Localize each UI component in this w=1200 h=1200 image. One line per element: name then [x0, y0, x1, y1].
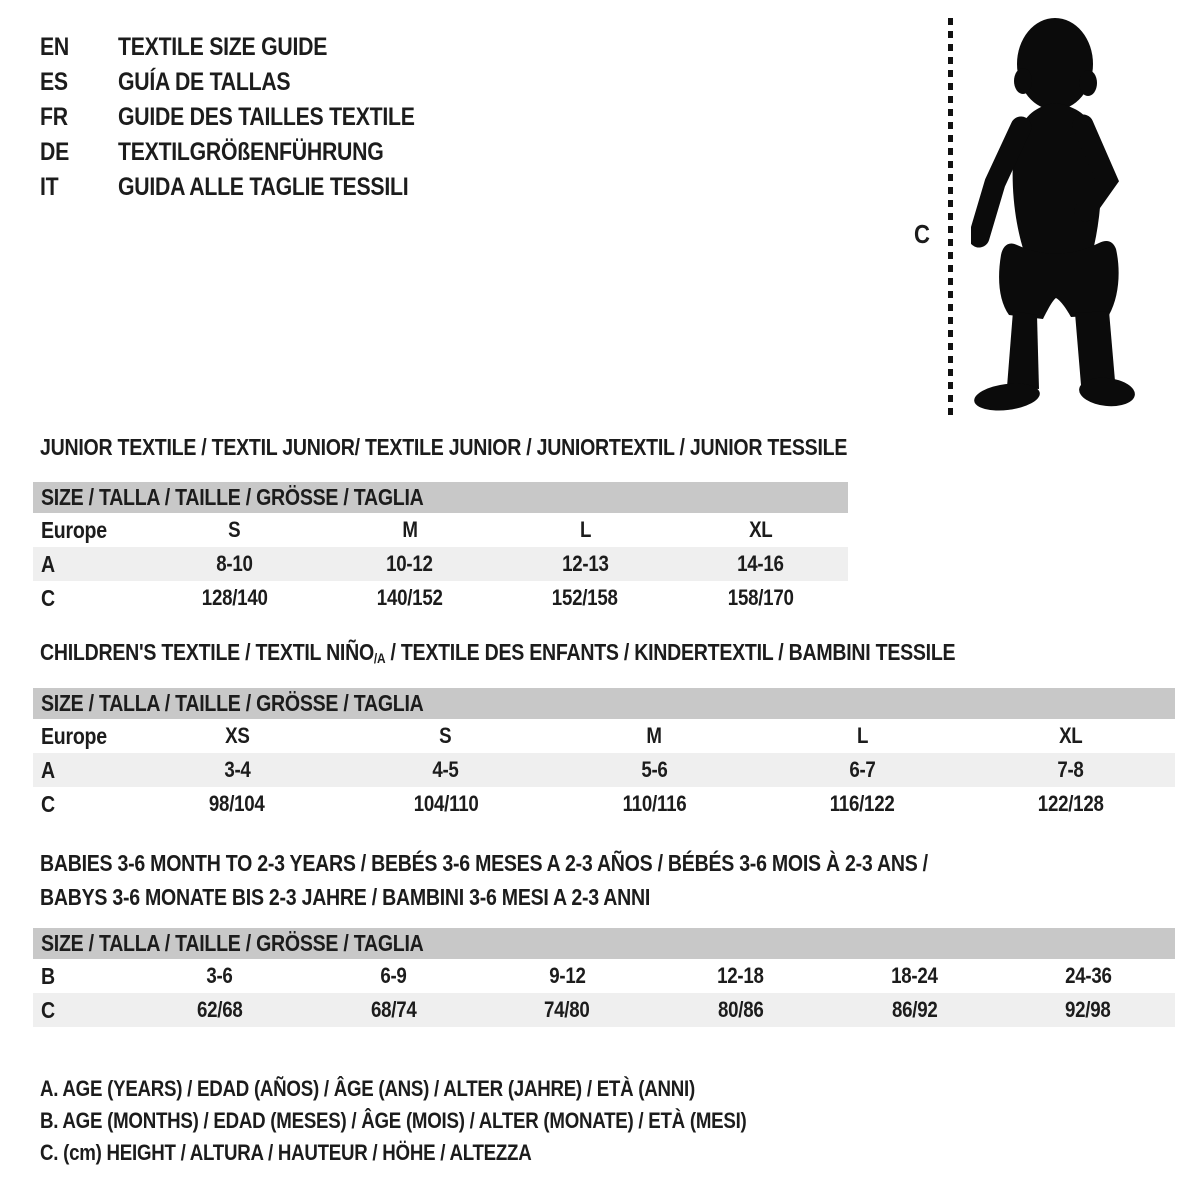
- table-row-europe: [33, 513, 848, 547]
- junior-size-table: [33, 482, 848, 615]
- language-code: EN: [40, 33, 70, 61]
- size-cell: 4-5: [432, 757, 459, 782]
- children-title-sub: /A: [373, 649, 386, 666]
- row-label: B: [41, 962, 55, 989]
- size-header-bar: [33, 688, 1175, 719]
- children-title-post: / TEXTILE DES ENFANTS / KINDERTEXTIL / BAMBINI TESSILE: [385, 638, 956, 665]
- size-cell: S: [439, 723, 452, 748]
- row-label: C: [41, 996, 55, 1023]
- size-cell: 116/122: [830, 791, 895, 816]
- size-header-label: SIZE / TALLA / TAILLE / GRÖSSE / TAGLIA: [41, 930, 424, 956]
- size-cell: 86/92: [891, 997, 938, 1022]
- language-row: [40, 100, 467, 135]
- section-title-junior: JUNIOR TEXTILE / TEXTIL JUNIOR/ TEXTILE JUNIOR / JUNIORTEXTIL / JUNIOR TESSILE: [40, 433, 848, 460]
- language-row: [40, 135, 467, 170]
- size-cell: S: [228, 517, 241, 542]
- size-cell: 152/158: [552, 585, 619, 610]
- row-label: C: [41, 584, 55, 611]
- row-label: C: [41, 790, 55, 817]
- size-cell: 80/86: [718, 997, 764, 1022]
- table-row-age-months: [33, 959, 1175, 993]
- size-cell: 98/104: [209, 791, 266, 816]
- size-cell: M: [646, 723, 662, 748]
- language-title: TEXTILE SIZE GUIDE: [118, 33, 328, 61]
- table-row-europe: [33, 719, 1175, 753]
- size-cell: 12-18: [717, 963, 765, 988]
- language-code: IT: [40, 173, 59, 201]
- language-title: GUÍA DE TALLAS: [118, 68, 291, 96]
- section-title-babies-line2: BABYS 3-6 MONATE BIS 2-3 JAHRE / BAMBINI 3-6 MESI A 2-3 ANNI: [40, 883, 651, 910]
- height-measure-dashed-line: [948, 18, 953, 415]
- row-label: A: [41, 756, 55, 783]
- table-row-height: [33, 581, 848, 615]
- size-cell: XL: [748, 517, 773, 542]
- size-cell: 18-24: [891, 963, 938, 988]
- children-size-table: [33, 688, 1175, 821]
- children-title-pre: CHILDREN'S TEXTILE / TEXTIL NIÑO: [40, 638, 374, 665]
- size-header-label: SIZE / TALLA / TAILLE / GRÖSSE / TAGLIA: [41, 484, 424, 510]
- size-cell: XS: [224, 723, 250, 748]
- height-measure-label: C: [914, 219, 930, 249]
- babies-size-table: [33, 928, 1175, 1027]
- size-cell: 24-36: [1064, 963, 1112, 988]
- row-label: Europe: [41, 722, 107, 749]
- section-title-children: [40, 639, 1117, 665]
- size-cell: 158/170: [727, 585, 794, 610]
- size-cell: 62/68: [197, 997, 243, 1022]
- size-cell: 92/98: [1065, 997, 1111, 1022]
- size-header-label: SIZE / TALLA / TAILLE / GRÖSSE / TAGLIA: [41, 690, 424, 716]
- language-title: GUIDA ALLE TAGLIE TESSILI: [118, 173, 409, 201]
- legend-line-age-months: B. AGE (MONTHS) / EDAD (MESES) / ÂGE (MOIS) / ALTER (MONATE) / ETÀ (MESI): [40, 1108, 747, 1133]
- size-cell: 104/110: [413, 791, 479, 816]
- size-cell: L: [579, 517, 591, 542]
- size-cell: L: [856, 723, 868, 748]
- language-row: [40, 170, 467, 205]
- language-code: FR: [40, 103, 68, 131]
- toddler-silhouette-icon: [971, 15, 1146, 415]
- size-cell: 68/74: [370, 997, 417, 1022]
- language-title: GUIDE DES TAILLES TEXTILE: [118, 103, 415, 131]
- legend-line-age-years: A. AGE (YEARS) / EDAD (AÑOS) / ÂGE (ANS) / ALTER (JAHRE) / ETÀ (ANNI): [40, 1076, 695, 1101]
- size-cell: 10-12: [386, 551, 434, 576]
- size-header-bar: [33, 482, 848, 513]
- row-label: Europe: [41, 516, 107, 543]
- language-row: [40, 65, 467, 100]
- size-cell: 128/140: [201, 585, 268, 610]
- size-cell: 12-13: [561, 551, 609, 576]
- size-cell: 3-4: [224, 757, 251, 782]
- size-cell: 7-8: [1057, 757, 1084, 782]
- size-cell: M: [402, 517, 418, 542]
- row-label: A: [41, 550, 55, 577]
- size-cell: 122/128: [1037, 791, 1104, 816]
- section-title-babies-line1: BABIES 3-6 MONTH TO 2-3 YEARS / BEBÉS 3-6 MESES A 2-3 AÑOS / BÉBÉS 3-6 MOIS À 2-3 ANS /: [40, 849, 928, 876]
- size-cell: 8-10: [216, 551, 253, 576]
- size-cell: 3-6: [206, 963, 233, 988]
- size-header-bar: [33, 928, 1175, 959]
- size-cell: 110/116: [622, 791, 686, 816]
- language-title: TEXTILGRÖßENFÜHRUNG: [118, 138, 384, 166]
- size-cell: 14-16: [737, 551, 784, 576]
- table-row-height: [33, 993, 1175, 1027]
- size-cell: 140/152: [376, 585, 443, 610]
- size-cell: 74/80: [544, 997, 590, 1022]
- language-row: [40, 30, 467, 65]
- size-cell: 9-12: [548, 963, 586, 988]
- legend-line-height: C. (cm) HEIGHT / ALTURA / HAUTEUR / HÖHE / ALTEZZA: [40, 1140, 532, 1165]
- table-row-age-years: [33, 547, 848, 581]
- size-cell: 6-7: [849, 757, 876, 782]
- language-title-list: [40, 30, 467, 205]
- size-cell: XL: [1059, 723, 1083, 748]
- table-row-age-years: [33, 753, 1175, 787]
- size-cell: 5-6: [640, 757, 668, 782]
- language-code: DE: [40, 138, 70, 166]
- language-code: ES: [40, 68, 68, 96]
- table-row-height: [33, 787, 1175, 821]
- size-cell: 6-9: [380, 963, 407, 988]
